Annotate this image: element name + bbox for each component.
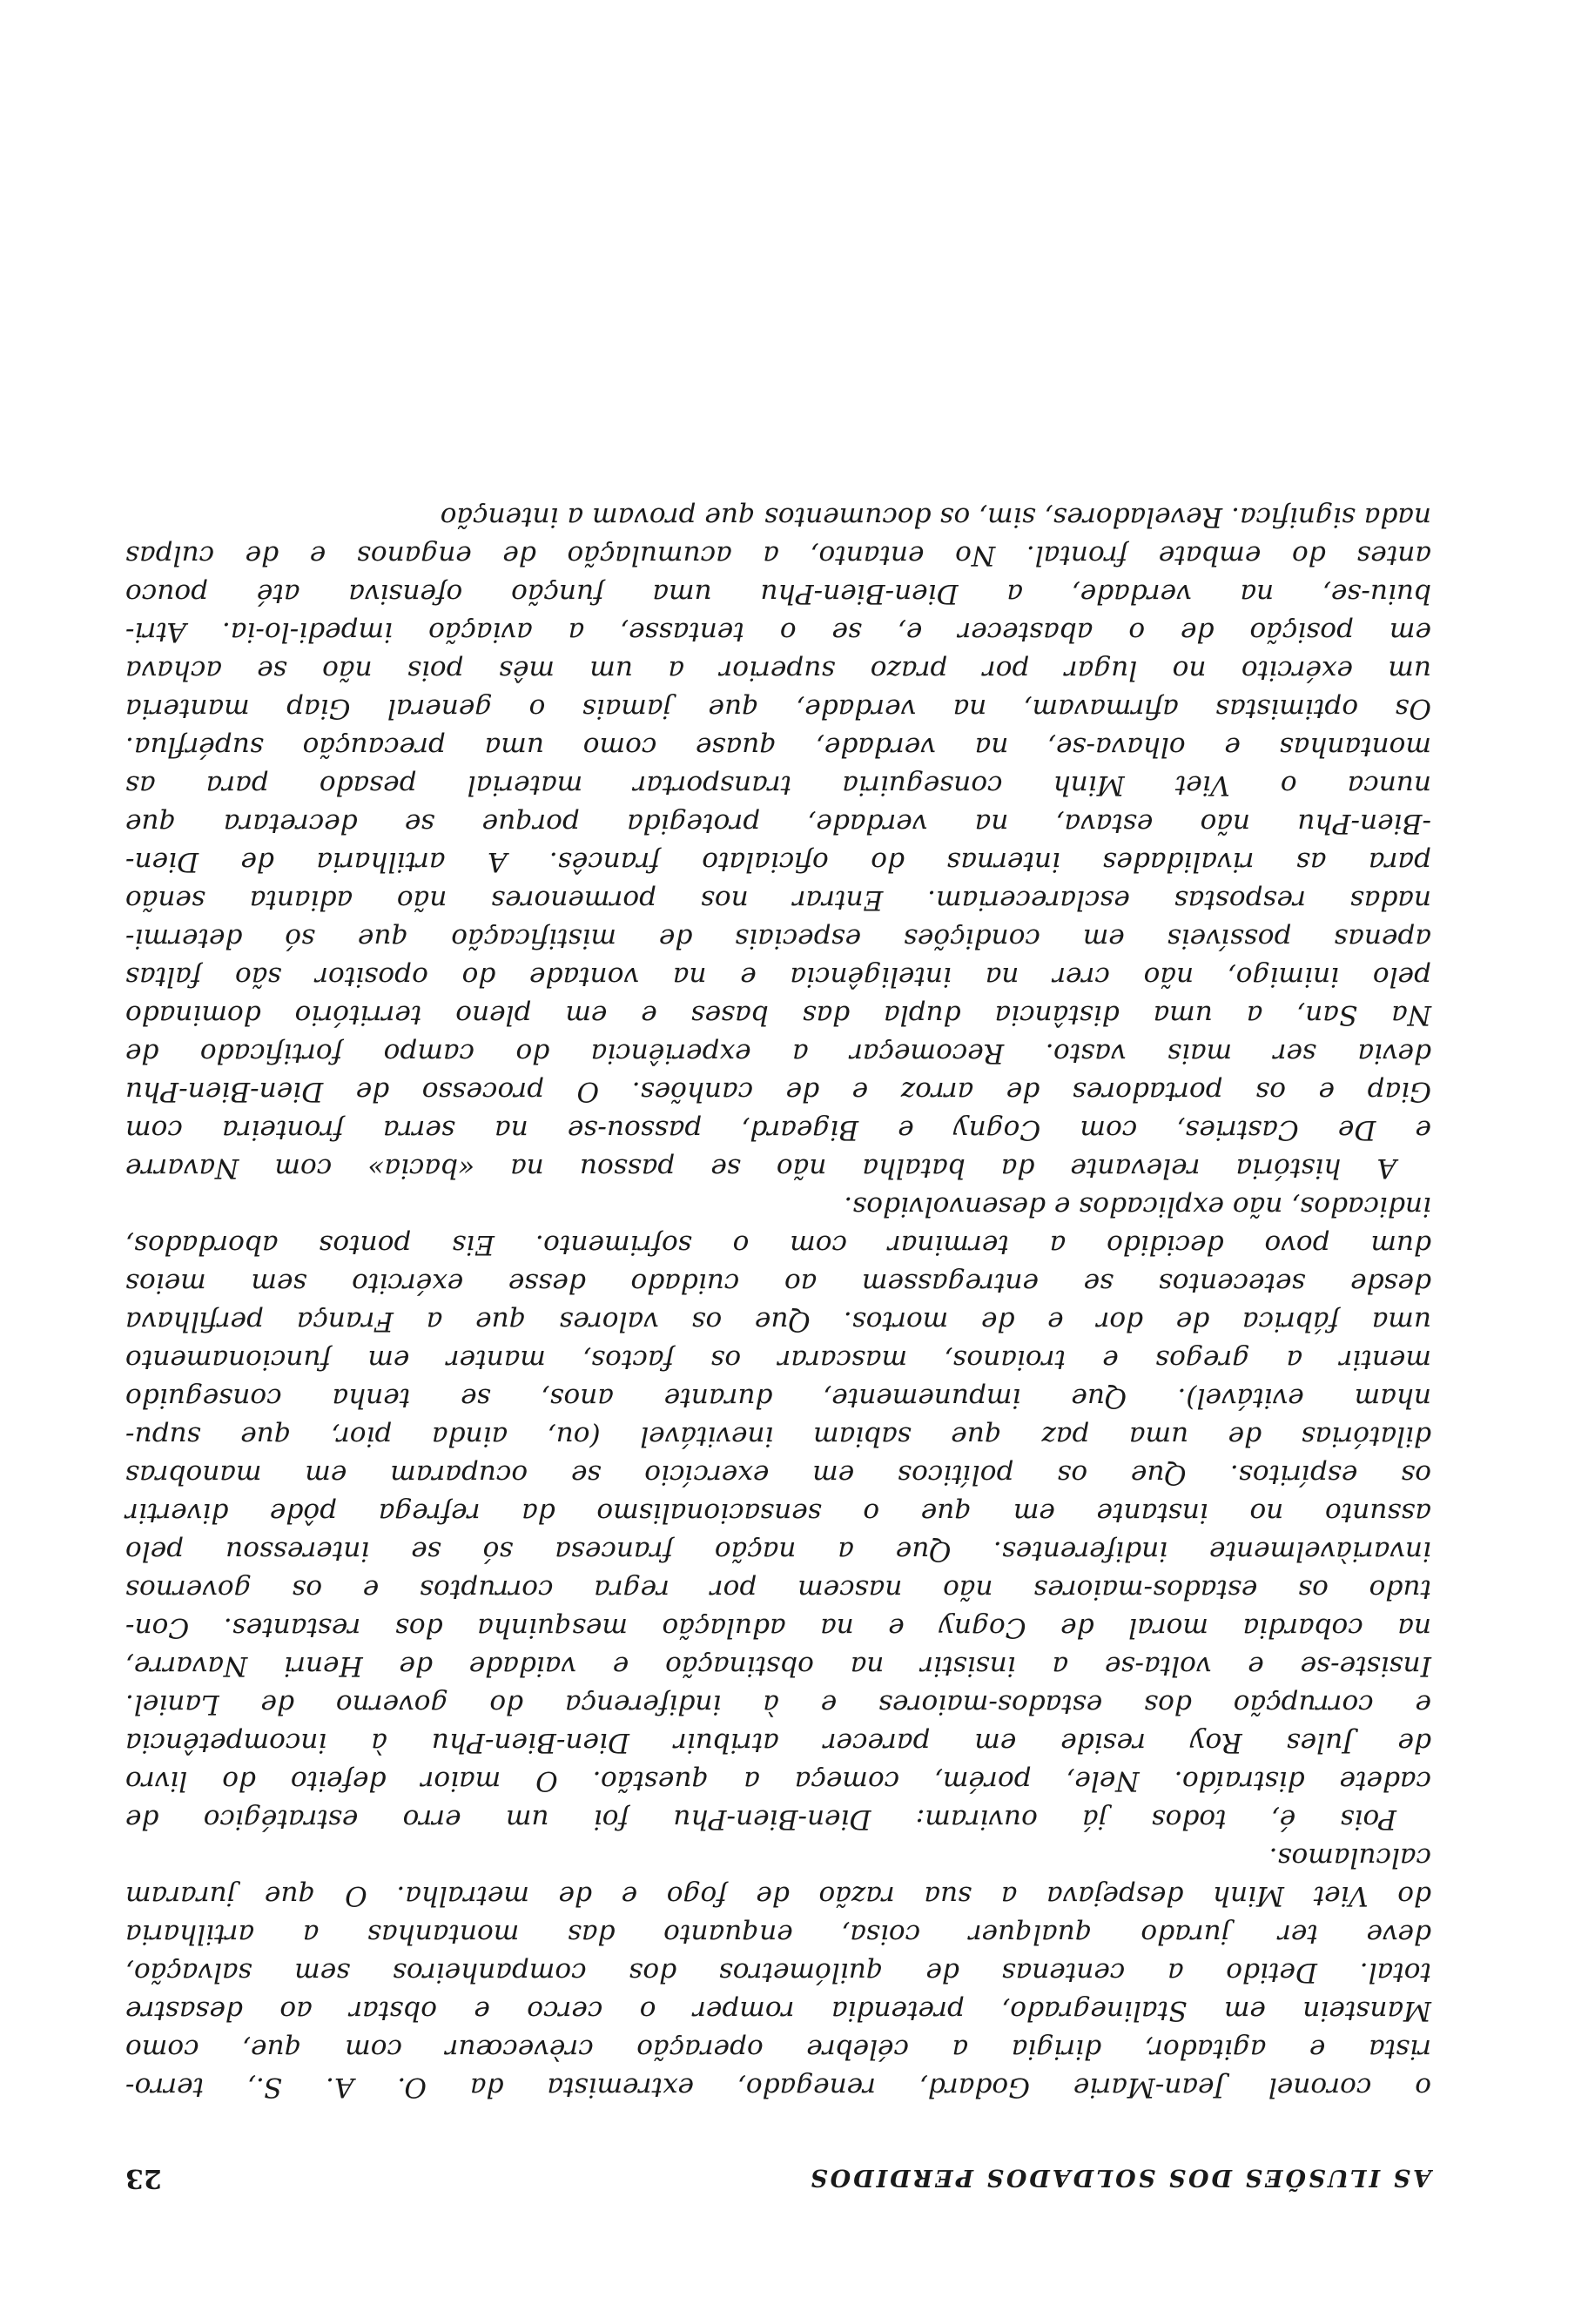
text-line: um exército no lugar por prazo superior a um mês pois não se achava	[125, 655, 1431, 686]
text-line: -Bien-Phu não estava, na verdade, protegida porque se decretara que	[125, 808, 1431, 839]
text-line: Pois é, todos já ouviram: Dien-Bien-Phu foi um erro estratégico de	[125, 1803, 1396, 1835]
text-line: Os optimistas afirmavam, na verdade, que jamais o general Giap manteria	[125, 693, 1431, 724]
text-line: rista e agitador, dirigia a célebre operação crèvecœur com que, como	[125, 2033, 1431, 2065]
text-line: Giap e os portadores de arroz e de canhões. O processo de Dien-Bien-Phu	[125, 1076, 1431, 1107]
text-line: total. Detido a centenas de quilómetros dos companheiros sem salvação,	[125, 1957, 1431, 1988]
text-line: nadas respostas esclareceriam. Entrar nos pormenores não adianta senão	[125, 884, 1431, 916]
text-line: e corrupção dos estados-maiores e à indiferença do governo de Laniel.	[125, 1689, 1431, 1720]
page-content	[125, 498, 1431, 2193]
text-line: mentir a gregos e troianos, mascarar os factos, manter em funcionamento	[125, 1344, 1431, 1375]
text-line: nham evitável). Que impunemente, durante anos, se tenha conseguido	[125, 1382, 1431, 1414]
text-line: nunca o Viet Minh conseguiria transportar material pesado para as	[125, 769, 1431, 801]
text-line: pelo inimigo, não crer na inteligência e na vontade do opositor são faltas	[125, 961, 1431, 992]
text-line: assunto no instante em que o sensacionalismo da refrega pôde divertir	[125, 1497, 1431, 1528]
text-line: em posição de o abastecer e, se o tentasse, a aviação impedi-lo-ia. Atri-	[125, 616, 1431, 648]
text-line: apenas possíveis em condições especiais de mistificação que só determi-	[125, 923, 1431, 954]
text-line: na cobardia moral de Cogny e na adulação mesquinha dos restantes. Con-	[125, 1612, 1431, 1643]
text-line: dum povo decidido a terminar com o sofrimento. Eis pontos abordados,	[125, 1229, 1431, 1260]
text-line: para as rivalidades internas do oficialato francês. A artilharia de Dien-	[125, 846, 1431, 877]
text-line: A história relevante da batalha não se passou na «bacia» com Navarre	[125, 1152, 1396, 1184]
text-line: nada significa. Reveladores, sim, os documentos que provam a intenção	[440, 501, 1431, 533]
text-line: antes do embate frontal. No entanto, a acumulação de enganos e de culpas	[125, 540, 1431, 571]
text-line: indicados, não explicados e desenvolvidos.	[844, 1191, 1431, 1222]
running-title: AS ILUSÕES DOS SOLDADOS PERDIDOS	[808, 2164, 1431, 2191]
text-line: Manstein em Stalinegrado, pretendia romper o cerco e obstar ao desastre	[125, 1995, 1431, 2026]
text-line: desde setecentos se entregassem ao cuidado desse exército sem meios	[125, 1267, 1431, 1299]
text-line: o coronel Jean-Marie Godard, renegado, extremista da O. A. S., terro-	[125, 2072, 1431, 2103]
text-line: uma fábrica de dor e de mortos. Que os valores que a França perfilhava	[125, 1306, 1431, 1337]
text-line: Na San, a uma distância dupla das bases e em pleno território dominado	[125, 999, 1431, 1031]
text-line: devia ser mais vasto. Recomeçar a experiência do campo fortificado de	[125, 1038, 1431, 1069]
text-line: cadete distraído. Nele, porém, começa a questão. O maior defeito do livro	[125, 1765, 1431, 1797]
running-head	[125, 2141, 1431, 2193]
text-line: montanhas e olhava-se, na verdade, quase como uma precaução supérflua.	[125, 731, 1431, 762]
text-line: de Jules Roy reside em parecer atribuir Dien-Bien-Phu à incompetência	[125, 1727, 1431, 1758]
text-line: calculamos.	[1268, 1842, 1431, 1873]
text-line: do Viet Minh despejava a sua razão de fogo e de metralha. O que juraram	[125, 1880, 1431, 1911]
text-line: buiu-se, na verdade, a Dien-Bien-Phu uma função ofensiva até pouco	[125, 578, 1431, 609]
body-text	[125, 498, 1431, 2106]
text-line: deve ter jurado qualquer coisa, enquanto das montanhas a artilharia	[125, 1918, 1431, 1950]
text-line: tudo os estados-maiores não nascem por regra corruptos e os governos	[125, 1574, 1431, 1605]
text-line: Insiste-se e volta-se a insistir na obstinação e vaidade de Henri Navarre,	[125, 1650, 1431, 1682]
text-line: dilatórias de uma paz que sabiam inevitável (ou, ainda pior, que supu-	[125, 1421, 1431, 1452]
text-line: e De Castries, com Cogny e Bigeard, passou-se na serra fronteira com	[125, 1114, 1431, 1145]
page-number: 23	[125, 2163, 162, 2193]
text-line: os espíritos. Que os políticos em exercício se ocuparam em manobras	[125, 1459, 1431, 1490]
text-line: invariàvelmente indiferentes. Que a nação francesa só se interessou pelo	[125, 1535, 1431, 1567]
